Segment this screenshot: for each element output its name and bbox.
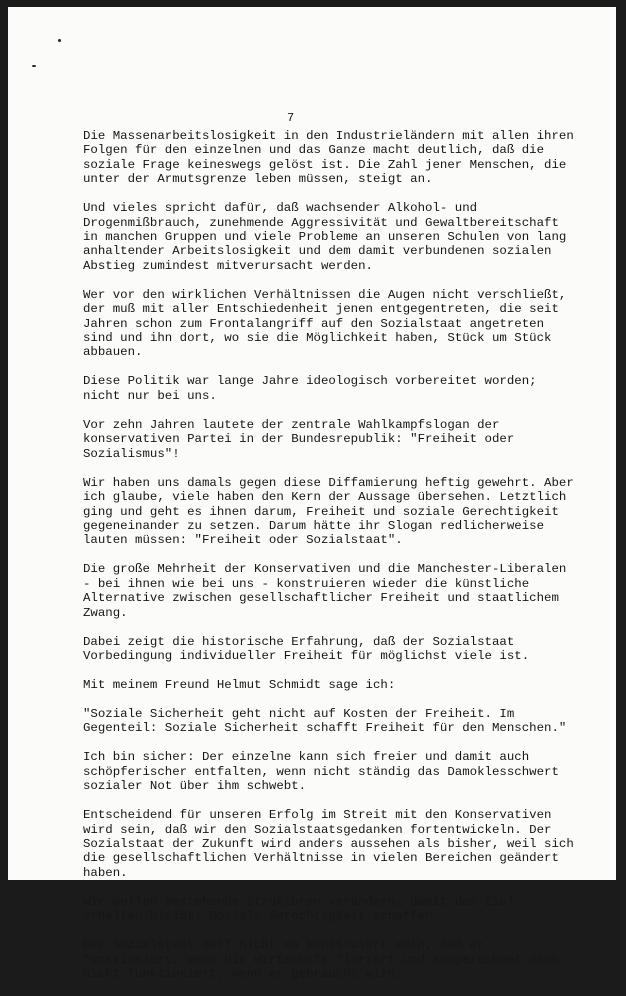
- paragraph: Wir haben uns damals gegen diese Diffamierung heftig gewehrt. Aber ich glaube, viele haben den Kern der Aussage übersehen. Letztlich ging und geht es ihnen darum, Freiheit und soziale Gerechtigkeit gegeneinander zu setzen. Darum hätte ihr Slogan redlicherweise lauten müssen: "Freiheit oder Sozialstaat".: [83, 475, 574, 548]
- scan-speck: [58, 39, 61, 42]
- quote-paragraph: "Soziale Sicherheit geht nicht auf Kosten der Freiheit. Im Gegenteil: Soziale Sicherheit schafft Freiheit für den Menschen.": [83, 706, 567, 736]
- paragraph: Die große Mehrheit der Konservativen und die Manchester-Liberalen - bei ihnen wie bei uns - konstruieren wieder die künstliche Alternative zwischen gesellschaftlicher Freiheit und staatlichem Zwang.: [83, 562, 567, 620]
- paragraph: Entscheidend für unseren Erfolg im Streit mit den Konservativen wird sein, daß wir den Sozialstaatsgedanken fortentwickeln. Der Sozialstaat der Zukunft wird anders aussehen als bisher, weil sich die gesellschaftlichen Verhältnisse in vielen Bereichen geändert haben.: [83, 808, 574, 880]
- paragraph: Wir wollen bestehende Strukturen verändern, damit das Ziel erhalten bleibt: Soziale Gerechtigkeit schaffen.: [83, 894, 515, 924]
- document-body: [83, 129, 603, 996]
- paragraph: Die Massenarbeitslosigkeit in den Industrieländern mit allen ihren Folgen für den einzelnen und das Ganze macht deutlich, daß die soziale Frage keineswegs gelöst ist. Die Zahl jener Menschen, die unter der Armutsgrenze leben müssen, steigt an.: [83, 129, 574, 187]
- scan-speck: [32, 65, 36, 67]
- paragraph: Vor zehn Jahren lautete der zentrale Wahlkampfslogan der konservativen Partei in der Bundesrepublik: "Freiheit oder Sozialismus"!: [83, 417, 515, 461]
- paragraph: Dabei zeigt die historische Erfahrung, daß der Sozialstaat Vorbedingung individueller Freiheit für möglichst viele ist.: [83, 634, 530, 663]
- document-page: [8, 7, 616, 981]
- paragraph: Mit meinem Freund Helmut Schmidt sage ich:: [83, 677, 396, 692]
- paragraph: Wer vor den wirklichen Verhältnissen die Augen nicht verschließt, der muß mit aller Entschiedenheit jenen entgegentreten, die seit Jahren schon zum Frontalangriff auf den Sozialstaat angetreten sind und ihn dort, wo sie die Möglichkeit haben, Stück um Stück abbauen.: [83, 287, 567, 360]
- paragraph: Diese Politik war lange Jahre ideologisch vorbereitet worden; nicht nur bei uns.: [83, 374, 537, 403]
- page-number: 7: [287, 111, 295, 125]
- paragraph: Ich bin sicher: Der einzelne kann sich freier und damit auch schöpferischer entfalten, wenn nicht ständig das Damoklesschwert sozialer Not über ihm schwebt.: [83, 750, 559, 794]
- paragraph: Und vieles spricht dafür, daß wachsender Alkohol- und Drogenmißbrauch, zunehmende Aggressivität und Gewaltbereitschaft in manchen Gruppen und viele Probleme an unseren Schulen von lang anhaltender Arbeitslosigkeit und dem damit verbundenen sozialen Abstieg zumindest mitverursacht werden.: [83, 201, 567, 273]
- paragraph: Der Sozialstaat darf nicht so konstruiert sein, daß er funktioniert, wenn die Wirtschaft floriert und ausgerechnet dann nicht funktioniert, wenn er gebraucht wird.: [83, 938, 559, 981]
